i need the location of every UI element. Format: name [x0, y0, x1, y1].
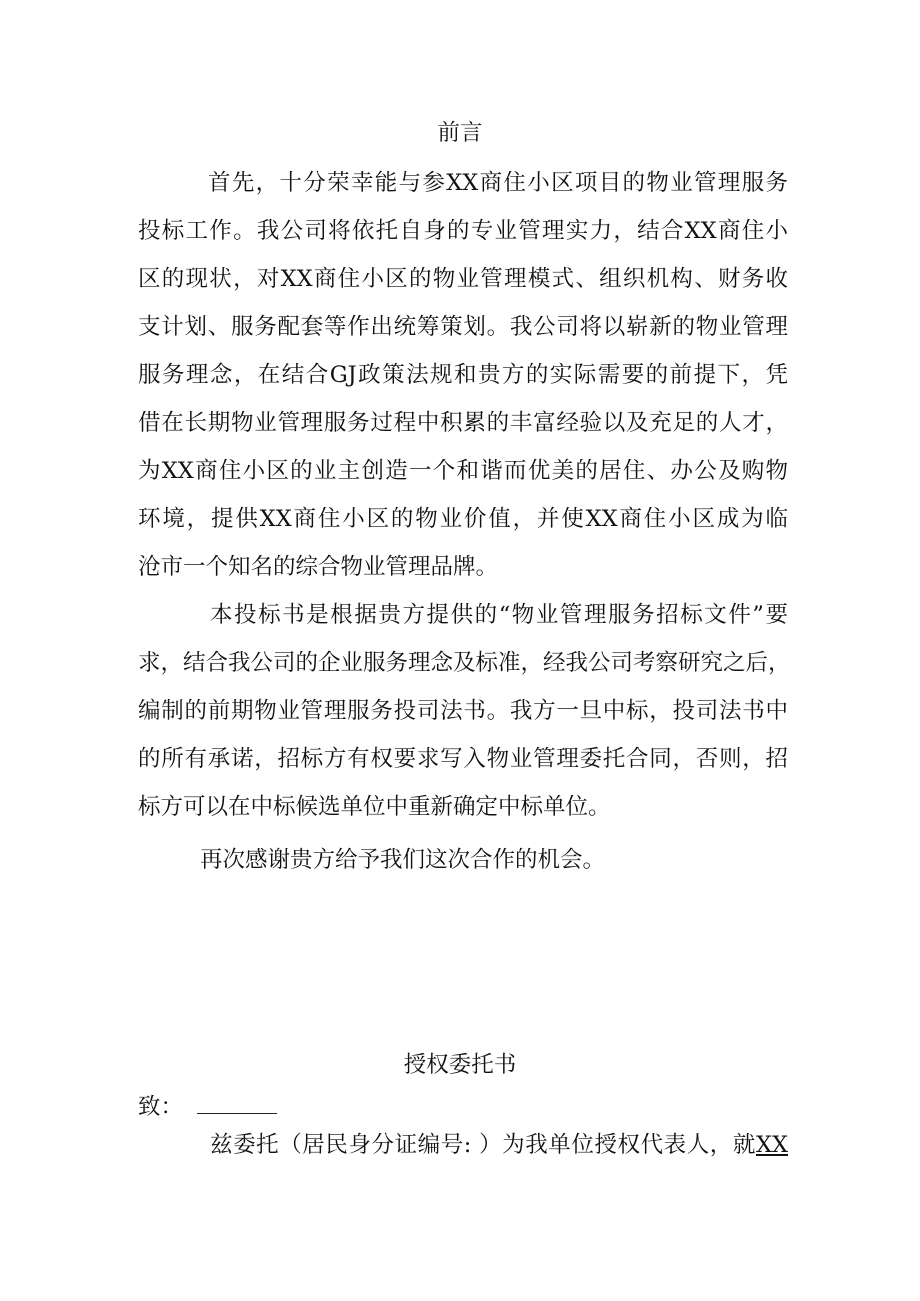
paragraph-line: 沧市一个知名的综合物业管理品牌。 — [138, 554, 499, 580]
paragraph-line: 的所有承诺，招标方有权要求写入物业管理委托合同，否则，招 — [138, 746, 788, 772]
authorization-body-line — [210, 1128, 788, 1162]
paragraph-line: 编制的前期物业管理服务投司法书。我方一旦中标，投司法书中 — [138, 698, 788, 724]
authorization-title: 授权委托书 — [403, 1052, 517, 1078]
preface-title: 前言 — [437, 120, 483, 146]
authorization-text: 兹委托（居民身分证编号: ）为我单位授权代表人，就 — [210, 1132, 756, 1158]
paragraph-line: 为XX商住小区的业主创造一个和谐而优美的居住、办公及购物 — [138, 458, 788, 484]
paragraph-line: 标方可以在中标候选单位中重新确定中标单位。 — [138, 794, 611, 820]
paragraph-line: 求，结合我公司的企业服务理念及标准，经我公司考察研究之后， — [138, 650, 791, 676]
paragraph-line: 区的现状，对XX商住小区的物业管理模式、组织机构、财务收 — [138, 266, 788, 292]
project-name-underlined: XX — [755, 1132, 788, 1158]
paragraph-line: 本投标书是根据贵方提供的“物业管理服务招标文件”要 — [210, 602, 788, 628]
addressee-label: 致： — [138, 1094, 184, 1120]
paragraph-line: 支计划、服务配套等作出统筹策划。我公司将以崭新的物业管理 — [138, 314, 788, 340]
addressee-line — [138, 1090, 277, 1124]
addressee-blank — [197, 1091, 277, 1114]
paragraph-line: 环境，提供XX商住小区的物业价值，并使XX商住小区成为临 — [138, 506, 788, 532]
paragraph-line: 投标工作。我公司将依托自身的专业管理实力，结合XX商住小 — [138, 218, 788, 244]
paragraph-line: 服务理念，在结合GJ政策法规和贵方的实际需要的前提下，凭 — [138, 362, 788, 388]
paragraph-line: 借在长期物业管理服务过程中积累的丰富经验以及充足的人才， — [138, 410, 788, 436]
paragraph-line: 首先，十分荣幸能与参XX商住小区项目的物业管理服务 — [208, 170, 788, 196]
paragraph-line: 再次感谢贵方给予我们这次合作的机会。 — [200, 847, 606, 873]
